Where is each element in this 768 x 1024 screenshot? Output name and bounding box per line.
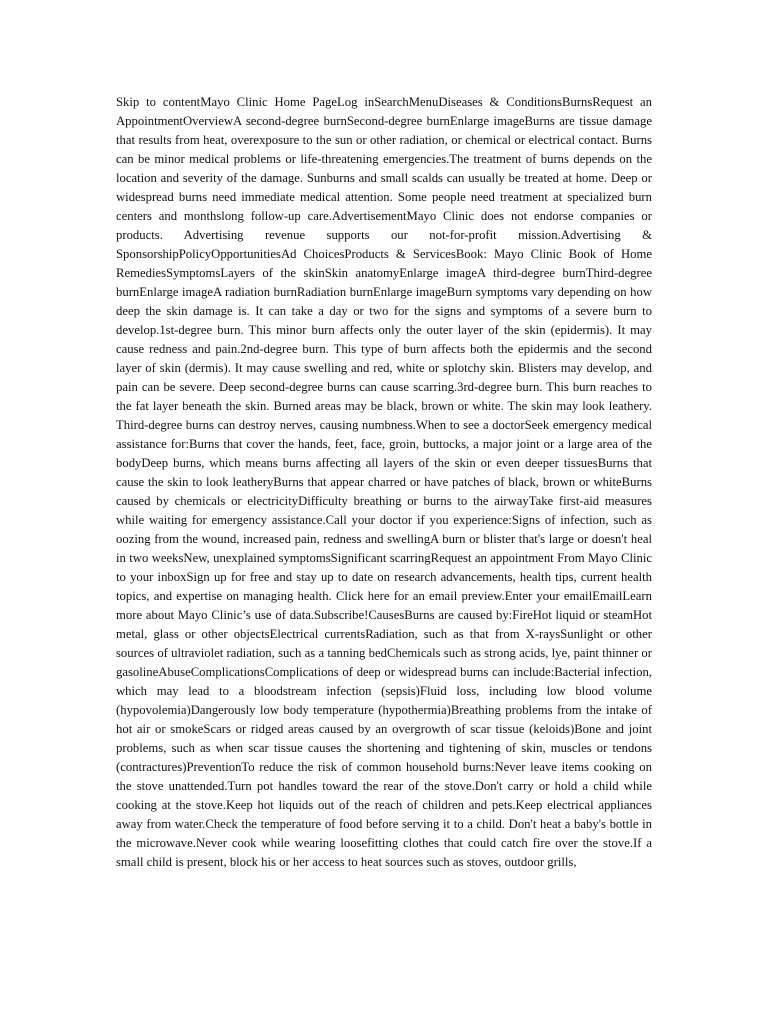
document-page: [116, 93, 652, 933]
body-text: Skip to contentMayo Clinic Home PageLog inSearchMenuDiseases & ConditionsBurnsRequest an AppointmentOverviewA second-degree burnSecond-degree burnEnlarge imageBurns are tissue damage that results from heat, overexposure to the sun or other radiation, or chemical or electrical contact. Burns can be minor medical problems or life-threatening emergencies.The treatment of burns depends on the location and severity of the damage. Sunburns and small scalds can usually be treated at home. Deep or widespread burns need immediate medical attention. Some people need treatment at specialized burn centers and monthslong follow-up care.AdvertisementMayo Clinic does not endorse companies or products. Advertising revenue supports our not-for-profit mission.Advertising & SponsorshipPolicyOpportunitiesAd ChoicesProducts & ServicesBook: Mayo Clinic Book of Home RemediesSymptomsLayers of the skinSkin anatomyEnlarge imageA third-degree burnThird-degree burnEnlarge imageA radiation burnRadiation burnEnlarge imageBurn symptoms vary depending on how deep the skin damage is. It can take a day or two for the signs and symptoms of a severe burn to develop.1st-degree burn. This minor burn affects only the outer layer of the skin (epidermis). It may cause redness and pain.2nd-degree burn. This type of burn affects both the epidermis and the second layer of skin (dermis). It may cause swelling and red, white or splotchy skin. Blisters may develop, and pain can be severe. Deep second-degree burns can cause scarring.3rd-degree burn. This burn reaches to the fat layer beneath the skin. Burned areas may be black, brown or white. The skin may look leathery. Third-degree burns can destroy nerves, causing numbness.When to see a doctorSeek emergency medical assistance for:Burns that cover the hands, feet, face, groin, buttocks, a major joint or a large area of the bodyDeep burns, which means burns affecting all layers of the skin or even deeper tissuesBurns that cause the skin to look leatheryBurns that appear charred or have patches of black, brown or whiteBurns caused by chemicals or electricityDifficulty breathing or burns to the airwayTake first-aid measures while waiting for emergency assistance.Call your doctor if you experience:Signs of infection, such as oozing from the wound, increased pain, redness and swellingA burn or blister that's large or doesn't heal in two weeksNew, unexplained symptomsSignificant scarringRequest an appointment From Mayo Clinic to your inboxSign up for free and stay up to date on research advancements, health tips, current health topics, and expertise on managing health. Click here for an email preview.Enter your emailEmailLearn more about Mayo Clinic’s use of data.Subscribe!CausesBurns are caused by:FireHot liquid or steamHot metal, glass or other objectsElectrical currentsRadiation, such as that from X-raysSunlight or other sources of ultraviolet radiation, such as a tanning bedChemicals such as strong acids, lye, paint thinner or gasolineAbuseComplicationsComplications of deep or widespread burns can include:Bacterial infection, which may lead to a bloodstream infection (sepsis)Fluid loss, including low blood volume (hypovolemia)Dangerously low body temperature (hypothermia)Breathing problems from the intake of hot air or smokeScars or ridged areas caused by an overgrowth of scar tissue (keloids)Bone and joint problems, such as when scar tissue causes the shortening and tightening of skin, muscles or tendons (contractures)PreventionTo reduce the risk of common household burns:Never leave items cooking on the stove unattended.Turn pot handles toward the rear of the stove.Don't carry or hold a child while cooking at the stove.Keep hot liquids out of the reach of children and pets.Keep electrical appliances away from water.Check the temperature of food before serving it to a child. Don't heat a baby's bottle in the microwave.Never cook while wearing loosefitting clothes that could catch fire over the stove.If a small child is present, block his or her access to heat sources such as stoves, outdoor grills,: [116, 95, 652, 869]
